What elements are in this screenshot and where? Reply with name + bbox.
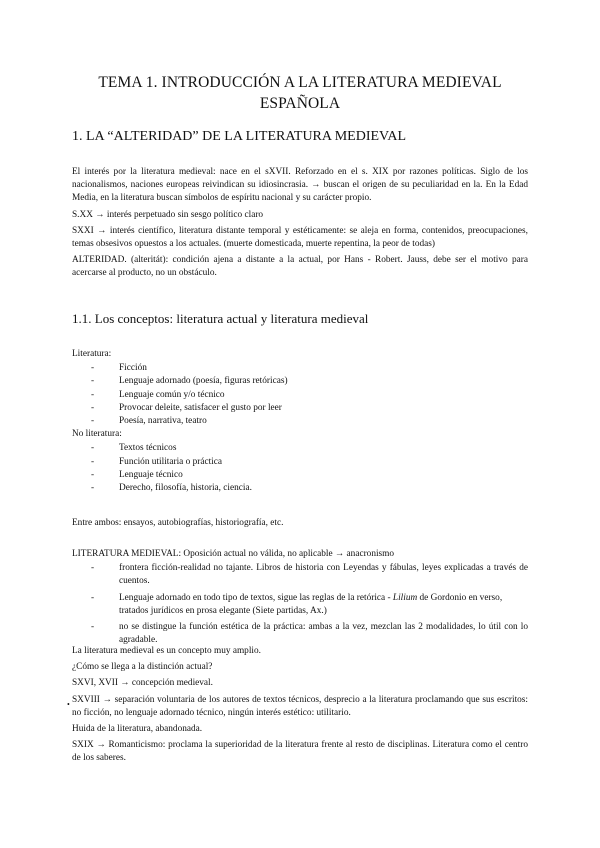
bullet-marker: • bbox=[67, 700, 70, 709]
literatura-medieval-block bbox=[72, 548, 528, 647]
list-item: - Lenguaje técnico bbox=[72, 469, 528, 482]
dash-marker: - bbox=[91, 443, 95, 454]
list-item: - Lenguaje adornado (poesía, figuras retóricas) bbox=[72, 375, 528, 388]
paragraph-alteridad: ALTERIDAD. (alteritát): condición ajena a distante a la actual, por Hans - Robert. Jauss, debe ser el motivo para acercarse al producto, no un obstáculo. bbox=[72, 255, 528, 279]
entre-ambos: Entre ambos: ensayos, autobiografías, historiografía, etc. bbox=[72, 518, 284, 528]
list-item: - no se distingue la función estética de la práctica: ambas a la vez, mezclan las 2 modalidades, lo útil con lo agradable. bbox=[91, 622, 528, 646]
list-item: - frontera ficción-realidad no tajante. Libros de historia con Leyendas y fábulas, leyes explicadas a través de cuentos. bbox=[91, 563, 528, 587]
paragraph: SXVI, XVII → concepción medieval. bbox=[72, 678, 213, 689]
dash-marker: - bbox=[91, 592, 95, 603]
paragraph: SXVIII → separación voluntaria de los autores de textos técnicos, desprecio a la literatura proclamando que sus escritos: no ficción, no lenguaje adornado técnico, ningún interés estético: utilitario. bbox=[72, 694, 528, 718]
dash-marker: - bbox=[91, 363, 95, 374]
section-1-heading: 1. LA “ALTERIDAD” DE LA LITERATURA MEDIEVAL bbox=[72, 129, 407, 144]
literatura-label: Literatura: bbox=[72, 349, 112, 359]
dash-marker: - bbox=[91, 622, 95, 633]
closing-block bbox=[72, 645, 528, 766]
lit-medieval-intro: LITERATURA MEDIEVAL: Oposición actual no válida, no aplicable → anacronismo bbox=[72, 549, 395, 559]
list-item: - Poesía, narrativa, teatro bbox=[72, 415, 528, 428]
dash-marker: - bbox=[91, 483, 95, 494]
list-item: - Función utilitaria o práctica bbox=[72, 456, 528, 469]
paragraph-sxxi: SXXI → interés científico, literatura distante temporal y estéticamente: se aleja en forma, contenidos, preocupaciones, temas obsesivos opuestos a los actuales. (muerte domesticada, muerte repentina, la peor de todas) bbox=[72, 225, 528, 250]
paragraph-interes: El interés por la literatura medieval: nace en el sXVII. Reforzado en el s. XIX por razones políticas. Siglo de los nacionalismos, naciones europeas reivindican su idiosincrasia. → buscan el origen de su peculiaridad en la. En la Edad Media, en la literatura buscan símbolos de espíritu nacional y su carácter propio. bbox=[72, 167, 528, 204]
dash-marker: - bbox=[91, 416, 95, 427]
list-item: - Textos técnicos bbox=[72, 442, 528, 455]
dash-marker: - bbox=[91, 376, 95, 387]
dash-marker: - bbox=[91, 469, 95, 480]
paragraph: ¿Cómo se llega a la distinción actual? bbox=[72, 662, 213, 673]
list-item: - Derecho, filosofía, historia, ciencia. bbox=[72, 482, 528, 495]
dash-marker: - bbox=[91, 402, 95, 413]
no-literatura-label: No literatura: bbox=[72, 429, 122, 440]
list-item: - Lenguaje común y/o técnico bbox=[72, 389, 528, 402]
dash-marker: - bbox=[91, 456, 95, 467]
paragraph-sxx: S.XX → interés perpetuado sin sesgo político claro bbox=[72, 209, 264, 220]
paragraph: Huida de la literatura, abandonada. bbox=[72, 724, 203, 735]
paragraph: La literatura medieval es un concepto muy amplio. bbox=[72, 646, 261, 656]
dash-marker: - bbox=[91, 563, 95, 574]
literatura-block bbox=[72, 348, 528, 495]
list-item: - Lenguaje adornado en todo tipo de textos, sigue las reglas de la retórica - Lilium de Gordonio en verso, tratados jurídicos en prosa elegante (Siete partidas, Ax.) bbox=[91, 592, 503, 616]
list-item: - Provocar deleite, satisfacer el gusto por leer bbox=[72, 402, 528, 415]
lilium-title: Lilium bbox=[392, 592, 418, 603]
paragraph: SXIX → Romanticismo: proclama la superioridad de la literatura frente al resto de disciplinas. Literatura como el centro de los saberes. bbox=[72, 740, 528, 764]
list-item: - Ficción bbox=[72, 362, 528, 375]
dash-marker: - bbox=[91, 389, 95, 400]
section-1-1-heading: 1.1. Los conceptos: literatura actual y literatura medieval bbox=[72, 311, 369, 326]
page-title: TEMA 1. INTRODUCCIÓN A LA LITERATURA MEDIEVAL ESPAÑOLA bbox=[98, 74, 502, 112]
section-1-body bbox=[72, 166, 528, 281]
